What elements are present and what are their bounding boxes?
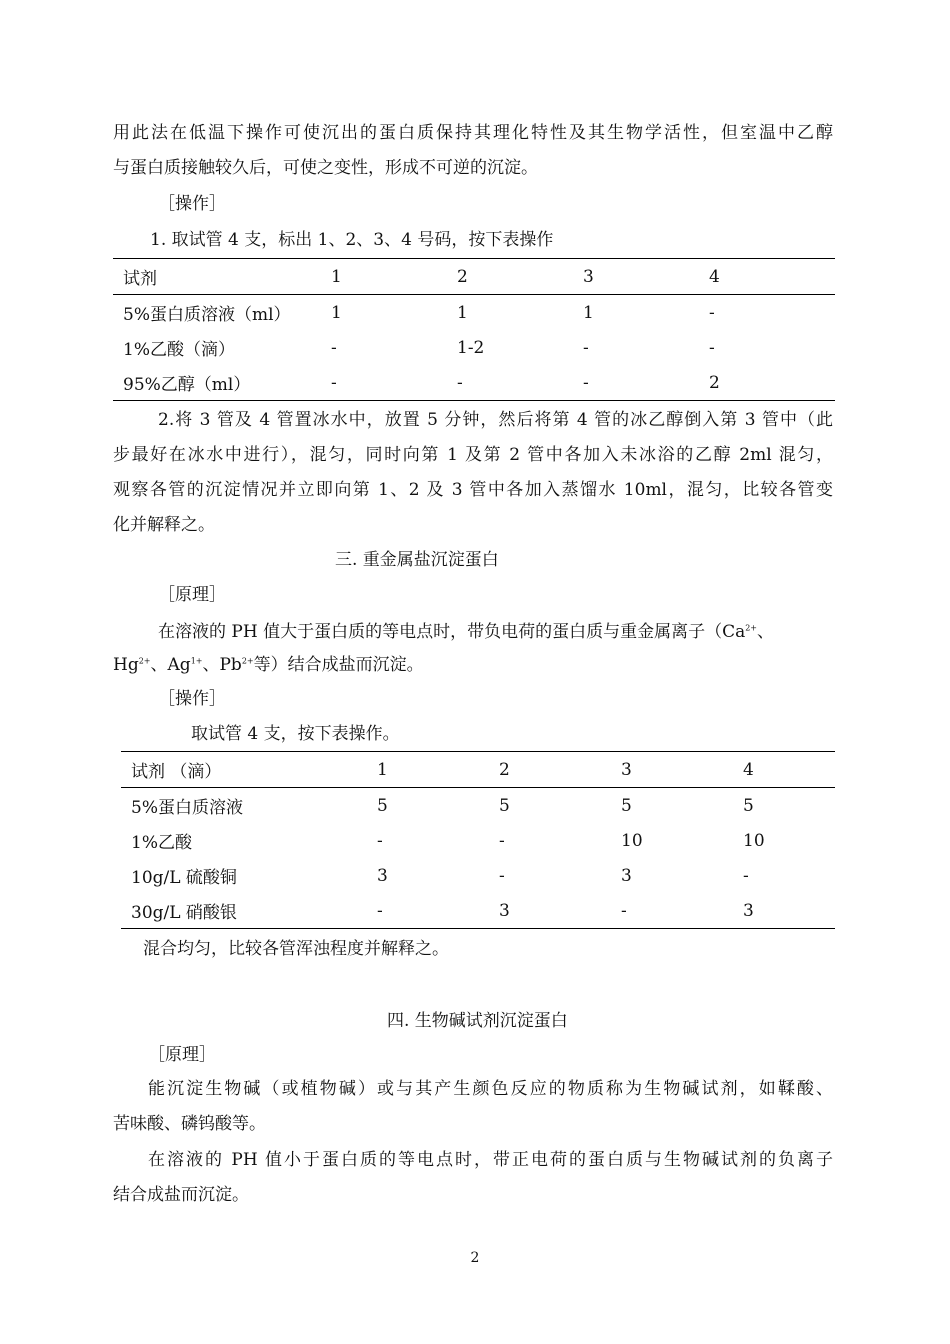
table-cell: -: [331, 372, 337, 393]
table-cell: 5: [377, 795, 388, 816]
table-row: [121, 858, 835, 893]
table1-header-row: [113, 259, 835, 295]
table-cell: -: [709, 302, 715, 323]
table-cell: -: [499, 830, 505, 851]
section4-p1-line-2: 苦味酸、磷钨酸等。: [113, 1114, 266, 1134]
step2-line-1: 2.将 3 管及 4 管置冰水中，放置 5 分钟，然后将第 4 管的冰乙醇倒入第 3 管中（此: [158, 410, 833, 430]
table-cell: -: [709, 337, 715, 358]
table-cell: 5: [621, 795, 632, 816]
table2-header-cell: 3: [621, 752, 743, 788]
table-cell: -: [621, 900, 627, 921]
table-cell: -: [583, 337, 589, 358]
pb-symbol: 、Pb: [202, 655, 242, 675]
table-row: [121, 823, 835, 858]
hg-symbol: Hg: [113, 655, 139, 675]
table-cell: 10g/L 硫酸铜: [131, 868, 237, 888]
table2-header-row: [121, 752, 835, 788]
step2-line-3: 观察各管的沉淀情况并立即向第 1、2 及 3 管中各加入蒸馏水 10ml，混匀，比较各管变: [113, 480, 833, 500]
table-cell: 95%乙醇（ml）: [123, 375, 251, 395]
step2-line-4: 化并解释之。: [113, 515, 215, 535]
ion-charge-ag: 1+: [190, 656, 203, 666]
table2-header-cell: 1: [377, 752, 499, 788]
table-cell: 1%乙酸（滴）: [123, 340, 235, 360]
section3-principle-line-2: [113, 653, 424, 677]
table1-header-cell: 3: [583, 259, 709, 295]
table-cell: 1: [331, 302, 342, 323]
table-row: [113, 330, 835, 365]
section3-principle-heading: ［原理］: [158, 585, 226, 605]
table-cell: 3: [743, 900, 754, 921]
section4-p2-line-2: 结合成盐而沉淀。: [113, 1185, 249, 1205]
section3-ops-text: 取试管 4 支，按下表操作。: [191, 724, 400, 744]
table-cell: 10: [621, 830, 643, 851]
table-reagents-2: [121, 751, 835, 929]
page-number: 2: [470, 1250, 480, 1266]
section4-p1-line-1: 能沉淀生物碱（或植物碱）或与其产生颜色反应的物质称为生物碱试剂，如鞣酸、: [148, 1079, 833, 1099]
table2-header-cell: 试剂 （滴）: [121, 752, 377, 788]
table-cell: -: [499, 865, 505, 886]
table-row: [121, 893, 835, 929]
table-cell: 5: [743, 795, 754, 816]
ion-charge-ca: 2+: [745, 623, 758, 633]
step2-line-2: 步最好在冰水中进行），混匀，同时向第 1 及第 2 管中各加入未冰浴的乙醇 2ml 混匀，: [113, 445, 833, 465]
table-row: [113, 295, 835, 331]
table-cell: -: [743, 865, 749, 886]
table-cell: 3: [499, 900, 510, 921]
table-cell: 1%乙酸: [131, 833, 192, 853]
table-cell: 2: [709, 372, 720, 393]
table2-note: 混合均匀，比较各管浑浊程度并解释之。: [143, 939, 449, 959]
table-cell: -: [457, 372, 463, 393]
table-cell: -: [583, 372, 589, 393]
principle-text-end: 等）结合成盐而沉淀。: [253, 655, 424, 675]
section4-principle-heading: ［原理］: [148, 1045, 216, 1065]
table1-header-cell: 2: [457, 259, 583, 295]
ops1-step1: 1. 取试管 4 支，标出 1、2、3、4 号码，按下表操作: [150, 230, 554, 250]
intro-line-2: 与蛋白质接触较久后，可使之变性，形成不可逆的沉淀。: [113, 158, 538, 178]
table2-header-cell: 4: [743, 752, 835, 788]
principle-text: 在溶液的 PH 值大于蛋白质的等电点时，带负电荷的蛋白质与重金属离子（Ca: [158, 622, 746, 642]
table-row: [113, 365, 835, 401]
section3-principle-line-1: [158, 620, 774, 644]
table-cell: -: [331, 337, 337, 358]
table-cell: -: [377, 830, 383, 851]
punctuation: 、: [757, 622, 775, 642]
ion-charge-pb: 2+: [241, 656, 254, 666]
ion-charge-hg: 2+: [138, 656, 151, 666]
ag-symbol: 、Ag: [150, 655, 191, 675]
ops1-heading: ［操作］: [158, 194, 226, 214]
table-cell: 1: [583, 302, 594, 323]
table-cell: 1: [457, 302, 468, 323]
table-row: [121, 788, 835, 824]
section4-title: 四. 生物碱试剂沉淀蛋白: [387, 1011, 568, 1031]
table-cell: 1-2: [457, 337, 485, 358]
table-cell: 3: [377, 865, 388, 886]
table2-header-cell: 2: [499, 752, 621, 788]
table1-header-cell: 4: [709, 259, 835, 295]
table-cell: 10: [743, 830, 765, 851]
table-cell: 5%蛋白质溶液: [131, 798, 243, 818]
table-cell: -: [377, 900, 383, 921]
intro-line-1: 用此法在低温下操作可使沉出的蛋白质保持其理化特性及其生物学活性，但室温中乙醇: [113, 123, 833, 143]
section3-title: 三. 重金属盐沉淀蛋白: [335, 550, 499, 570]
section3-ops-heading: ［操作］: [158, 689, 226, 709]
table-cell: 5%蛋白质溶液（ml）: [123, 305, 291, 325]
section4-p2-line-1: 在溶液的 PH 值小于蛋白质的等电点时，带正电荷的蛋白质与生物碱试剂的负离子: [148, 1150, 833, 1170]
table-reagents-1: [113, 258, 835, 401]
table-cell: 5: [499, 795, 510, 816]
table1-header-cell: 1: [331, 259, 457, 295]
table1-header-cell: 试剂: [113, 259, 331, 295]
table-cell: 30g/L 硝酸银: [131, 903, 237, 923]
table-cell: 3: [621, 865, 632, 886]
